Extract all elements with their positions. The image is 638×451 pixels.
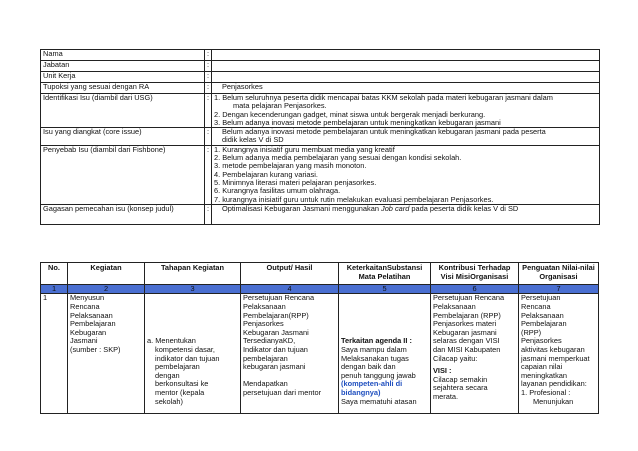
info-label: Tupoksi yang sesuai dengan RA	[41, 83, 205, 94]
penguatan-line: aktivitas kebugaran	[521, 344, 585, 354]
kegiatan-cell	[68, 294, 145, 414]
keterkaitan-blue-line: (kompeten-ahli di	[341, 379, 403, 389]
header-keterkaitan: KeterkaitanSubstansi Mata Pelatihan	[339, 263, 431, 285]
plan-number-row	[41, 285, 599, 294]
identifikasi-line: 2. Dengan kecenderungan gadget, minat siswa untuk bergerak menjadi berkurang.	[214, 109, 486, 119]
keterkaitan-spacer	[341, 294, 428, 337]
info-value	[212, 204, 600, 224]
column-number: 1	[41, 285, 68, 294]
info-row-identifikasi	[41, 94, 600, 128]
kegiatan-line: Pelaksanaan	[70, 310, 113, 320]
info-label: Penyebab Isu (diambil dari Fishbone)	[41, 145, 205, 204]
penguatan-line: layanan pendidikan:	[521, 379, 587, 389]
keterkaitan-line: Saya mematuhi atasan	[341, 396, 417, 406]
plan-row-1	[41, 294, 599, 414]
kontribusi-cell	[431, 294, 519, 414]
output-cell	[241, 294, 339, 414]
info-colon: :	[205, 145, 212, 204]
info-value	[212, 83, 600, 94]
info-value	[212, 94, 600, 128]
tahapan-line: sekolah)	[155, 396, 183, 406]
kontribusi-line: Pembelajaran (RPP)	[433, 310, 501, 320]
kontribusi-line: Pelaksanaan	[433, 302, 476, 311]
output-line: Mendapatkan	[243, 379, 288, 389]
info-colon: :	[205, 128, 212, 146]
kegiatan-line: Rencana	[70, 302, 100, 311]
penguatan-line: Penjasorkes	[521, 336, 562, 346]
identifikasi-line: mata pelajaran Penjasorkes.	[233, 101, 327, 111]
penguatan-line: (RPP)	[521, 327, 542, 337]
kontribusi-line: Penjasorkes materi	[433, 319, 497, 329]
info-label: Gagasan pemecahan isu (konsep judul)	[41, 204, 205, 224]
info-label: Jabatan	[41, 61, 205, 72]
penguatan-line: Pelaksanaan	[521, 310, 564, 320]
tahapan-line: kompetensi dasar,	[155, 345, 215, 354]
output-line: Indikator dan tujuan	[243, 344, 308, 354]
core-issue-line: Belum adanya inovasi metode pembelajaran untuk meningkatkan kebugaran jasmani pada peserta	[222, 127, 546, 137]
info-row-core-issue	[41, 128, 600, 146]
output-line: pembelajaran	[243, 353, 288, 363]
tahapan-line: mentor (kepala	[155, 387, 205, 397]
kontribusi-line: sejahtera secara	[433, 383, 488, 393]
info-table	[40, 49, 600, 225]
penguatan-line: capaian nilai	[521, 362, 563, 372]
tahapan-line: pembelajaran	[155, 362, 200, 372]
column-number: 3	[145, 285, 241, 294]
info-row-unit-kerja	[41, 72, 600, 83]
gagasan-after: pada peserta didik kelas V di SD	[409, 204, 519, 213]
penyebab-line: 1. Kurangnya inisiatif guru membuat media yang kreatif	[214, 145, 395, 154]
kontribusi-line: selaras dengan VISI	[433, 336, 500, 346]
info-value	[212, 72, 600, 83]
kontribusi-line: Cilacap yaitu:	[433, 353, 478, 363]
column-number: 2	[68, 285, 145, 294]
header-kegiatan: Kegiatan	[68, 263, 145, 285]
kegiatan-line: Pembelajaran	[70, 319, 116, 329]
row-number: 1	[41, 294, 68, 414]
tahapan-spacer	[147, 294, 238, 337]
tahapan-line: indikator dan tujuan	[155, 353, 220, 363]
info-value	[212, 128, 600, 146]
output-line: Pembelajaran(RPP)	[243, 310, 309, 320]
penguatan-line: 1. Profesional :	[521, 387, 571, 397]
info-row-nama	[41, 50, 600, 61]
header-kontribusi: Kontribusi Terhadap Visi MisiOrganisasi	[431, 263, 519, 285]
kontribusi-line: Persetujuan Rencana	[433, 293, 505, 303]
output-line: Penjasorkes	[243, 319, 284, 329]
info-value	[212, 50, 600, 61]
kontribusi-line: dan MISI Kabupaten	[433, 344, 501, 354]
column-number: 7	[519, 285, 599, 294]
header-output: Output/ Hasil	[241, 263, 339, 285]
info-label: Unit Kerja	[41, 72, 205, 83]
column-number: 6	[431, 285, 519, 294]
keterkaitan-line: Melaksanakan tugas	[341, 353, 409, 363]
keterkaitan-cell	[339, 294, 431, 414]
info-colon: :	[205, 50, 212, 61]
keterkaitan-title: Terkaitan agenda II :	[341, 336, 412, 346]
penyebab-line: 7. kurangnya inisiatif guru untuk rutin melakukan evaluasi pembelajaran Penjasorkes.	[214, 194, 494, 204]
header-tahapan: Tahapan Kegiatan	[145, 263, 241, 285]
kontribusi-line: merata.	[433, 391, 459, 401]
penyebab-line: 5. Minimnya literasi materi pelajaran penjasorkes.	[214, 177, 377, 187]
info-label: Isu yang diangkat (core issue)	[41, 128, 205, 146]
info-colon: :	[205, 72, 212, 83]
column-number: 5	[339, 285, 431, 294]
penguatan-cell	[519, 294, 599, 414]
penguatan-line: Rencana	[521, 302, 551, 311]
penyebab-line: 2. Belum adanya media pembelajaran yang sesuai dengan kondisi sekolah.	[214, 153, 462, 163]
tupoksi-value: Penjasorkes	[222, 82, 263, 91]
info-value	[212, 61, 600, 72]
info-row-jabatan	[41, 61, 600, 72]
kontribusi-line: Kebugaran jasmani	[433, 327, 497, 337]
column-number: 4	[241, 285, 339, 294]
info-colon: :	[205, 94, 212, 128]
keterkaitan-line: dengan baik dan	[341, 362, 396, 372]
output-line: kebugaran jasmani	[243, 362, 306, 372]
penyebab-line: 4. Pembelajaran kurang variasi.	[214, 169, 318, 179]
header-no: No.	[41, 263, 68, 285]
tahapan-line: a. Menentukan	[147, 336, 196, 346]
kontribusi-line: Cilacap semakin	[433, 374, 488, 384]
gagasan-italic: Job card	[381, 204, 410, 213]
kegiatan-line: Menyusun	[70, 293, 105, 303]
penguatan-line: Persetujuan	[521, 293, 561, 303]
output-line: Persetujuan Rencana	[243, 293, 315, 303]
keterkaitan-blue-line: bidangnya)	[341, 387, 381, 397]
identifikasi-line: 1. Belum seluruhnya peserta didik mencapai batas KKM sekolah pada materi kebugaran jasmani dalam	[214, 93, 553, 102]
plan-table	[40, 262, 599, 414]
kegiatan-line: Jasmani	[70, 336, 98, 346]
core-issue-line: didik kelas V di SD	[222, 135, 284, 145]
penguatan-line: jasmani memperkuat	[521, 353, 590, 363]
penguatan-line: meningkatkan	[521, 370, 568, 380]
info-colon: :	[205, 204, 212, 224]
output-line: Pelaksanaan	[243, 302, 286, 311]
tahapan-cell	[145, 294, 241, 414]
penguatan-line: Menunjukan	[533, 396, 574, 406]
tahapan-line: berkonsultasi ke	[155, 379, 209, 389]
info-row-gagasan	[41, 204, 600, 224]
kontribusi-visi-label: VISI :	[433, 366, 452, 376]
kegiatan-line: (sumber : SKP)	[70, 344, 121, 354]
output-line: TersedianyaKD,	[243, 336, 296, 346]
info-label: Identifikasi Isu (diambil dari USG)	[41, 94, 205, 128]
penyebab-line: 3. metode pembelajaran yang masih monoton.	[214, 161, 367, 171]
output-line: persetujuan dari mentor	[243, 387, 322, 397]
gagasan-before: Optimalisasi Kebugaran Jasmani menggunakan	[222, 204, 381, 213]
tahapan-line: dengan	[155, 370, 180, 380]
info-row-penyebab	[41, 145, 600, 204]
identifikasi-line: 3. Belum adanya inovasi metode pembelajaran untuk meningkatkan kebugaran jasmani	[214, 117, 501, 127]
penyebab-line: 6. Kurangnya fasilitas umum olahraga.	[214, 186, 341, 196]
info-row-tupoksi	[41, 83, 600, 94]
info-colon: :	[205, 61, 212, 72]
info-colon: :	[205, 83, 212, 94]
keterkaitan-line: Saya mampu dalam	[341, 345, 407, 354]
kegiatan-line: Kebugaran	[70, 327, 107, 337]
info-label: Nama	[41, 50, 205, 61]
header-penguatan: Penguatan Nilai-nilai Organisasi	[519, 263, 599, 285]
plan-header-row	[41, 263, 599, 285]
penguatan-line: Pembelajaran	[521, 319, 567, 329]
info-value	[212, 145, 600, 204]
keterkaitan-line: penuh tanggung jawab	[341, 370, 416, 380]
output-line: Kebugaran Jasmani	[243, 327, 309, 337]
